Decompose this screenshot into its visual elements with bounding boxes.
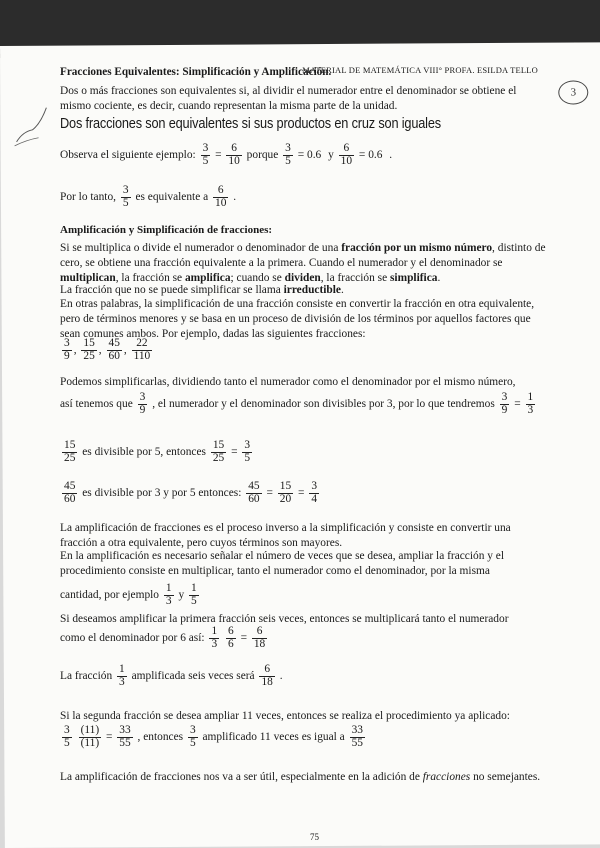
amplification-procedure-paragraph: En la amplificación es necesario señalar el número de veces que se desea, ampliar la fracción y el procedimiento consiste en multiplicar, tanto el numerador como el denominador, por la misma [60, 550, 505, 577]
example-fractions-line: cantidad, por ejemplo $\frac{1}{3}$ y $\frac{1}{5}$ [60, 582, 197, 607]
pen-mark [12, 102, 52, 152]
divisible-by-3-and-5-line: $\frac{45}{60}$ es divisible por 3 y por 5 entonces: $\frac{45}{60}$ = $\frac{15}{20}$ = $\frac{3}{4}$ [64, 480, 318, 505]
fraction: $\frac{3}{5}$ [64, 724, 70, 749]
fraction: $\frac{3}{4}$ [311, 480, 318, 505]
fraction: $\frac{15}{20}$ [279, 480, 292, 505]
fraction: $\frac{15}{25}$ [64, 439, 76, 464]
page-circle-mark: 3 [558, 80, 588, 104]
fraction: $\frac{45}{60}$ [64, 480, 76, 505]
paragraph-amplify-simplify: Si se multiplica o divide el numerador o denominador de una fracción por un mismo número, distinto de cero, se obtiene una fracción equivalente a la primera. Cuando el numerador y el denominador se multiplican, la fracción se amplifica; cuando se dividen, la fracción se simplifica. [60, 242, 546, 284]
fraction: $\frac{3}{9}$ [64, 337, 70, 362]
fraction: $\frac{15}{25}$ [212, 439, 225, 464]
fraction: $\frac{1}{5}$ [191, 582, 197, 607]
fraction: $\frac{3}{5}$ [285, 142, 291, 167]
fraction: $\frac{3}{9}$ [139, 391, 146, 416]
fraction: $\frac{1}{3}$ [119, 663, 125, 688]
closing-paragraph: La amplificación de fracciones nos va a ser útil, especialmente en la adición de fracciones no semejantes. [60, 771, 541, 783]
big-statement: Dos fracciones son equivalentes si sus productos en cruz son iguales [60, 116, 441, 132]
fraction: $\frac{22}{110}$ [133, 337, 151, 362]
example-lead: Observa el siguiente ejemplo: [60, 149, 196, 162]
section-title: Amplificación y Simplificación de fracciones: [60, 224, 273, 236]
simplification-paragraph: En otras palabras, la simplificación de una fracción consiste en convertir la fracción en otra equivalente, pero de términos menores y se basa en un proceso de división de los términos por aquellos factores que sean comunes ambos. Por ejemplo, dadas las siguientes fracciones: [60, 298, 535, 340]
fraction: $\frac{6}{10}$ [215, 184, 227, 209]
amplified-six-line: La fracción $\frac{1}{3}$ amplificada seis veces será $\frac{6}{18}$ . [60, 663, 283, 688]
fraction: $\frac{6}{6}$ [228, 625, 234, 650]
fraction-list: $\frac{3}{9}$ , $\frac{15}{25}$ , $\frac{45}{60}$ , $\frac{22}{110}$ [64, 337, 151, 362]
fraction: $\frac{33}{55}$ [119, 724, 131, 749]
irreducible-paragraph: La fracción que no se puede simplificar se llama irreductible. [60, 284, 344, 296]
conclusion-line: Por lo tanto, $\frac{3}{5}$ es equivalente a $\frac{6}{10}$ . [60, 184, 237, 209]
fraction: $\frac{6}{18}$ [261, 663, 273, 688]
fraction: $\frac{45}{60}$ [108, 337, 120, 362]
fraction: $\frac{3}{9}$ [501, 391, 508, 416]
fraction: $\frac{3}{5}$ [189, 724, 196, 749]
example-line: Observa el siguiente ejemplo: $\frac{3}{5}$ = $\frac{6}{10}$ porque $\frac{3}{5}$ = 0.6 y $\frac{6}{10}$ = 0.6 . [60, 142, 393, 167]
eleven-times-line: $\frac{3}{5}$ $\frac{(11)}{(11)}$ = $\frac{33}{55}$ , entonces $\frac{3}{5}$ amplificado 11 veces es igual a $\frac{33}{55}$ [64, 724, 363, 749]
fraction: $\frac{15}{25}$ [83, 337, 95, 362]
fraction: $\frac{3}{5}$ [244, 439, 251, 464]
page-number: 75 [310, 832, 319, 842]
fraction: $\frac{1}{3}$ [211, 625, 218, 650]
divisible-by-5-line: $\frac{15}{25}$ es divisible por 5, entonces $\frac{15}{25}$ = $\frac{3}{5}$ [64, 439, 251, 464]
fraction: $\frac{6}{10}$ [228, 142, 240, 167]
six-times-line: como el denominador por 6 así: $\frac{1}{3}$ $\frac{6}{6}$ = $\frac{6}{18}$ [60, 625, 266, 650]
document-header: MATERIAL DE MATEMÁTICA VIII° PROFA. ESILDA TELLO [302, 65, 538, 75]
fraction: $\frac{3}{5}$ [122, 184, 129, 209]
fraction: $\frac{1}{3}$ [165, 582, 172, 607]
intro-paragraph: Dos o más fracciones son equivalentes si, al dividir el numerador entre el denominador se obtiene el mismo cociente, es decir, cuando representan la misma parte de la unidad. [60, 85, 517, 112]
fraction: $\frac{45}{60}$ [248, 480, 260, 505]
eleven-times-paragraph: Si la segunda fracción se desea ampliar 11 veces, entonces se realiza el procedimiento ya aplicado: [60, 710, 510, 722]
divisible-by-3-line: así tenemos que $\frac{3}{9}$ , el numerador y el denominador son divisibles por 3, por lo que tendremos $\frac{3}{9}$ = $\frac{1}{3}$ [60, 391, 534, 416]
amplification-paragraph: La amplificación de fracciones es el proceso inverso a la simplificación y consiste en convertir una fracción a otra equivalente, pero cuyos términos son mayores. [60, 522, 511, 549]
fraction: $\frac{6}{10}$ [340, 142, 353, 167]
fraction: $\frac{3}{5}$ [202, 142, 209, 167]
fraction: $\frac{6}{18}$ [253, 625, 266, 650]
main-title: Fracciones Equivalentes: Simplificación y Amplificación. [60, 66, 332, 78]
fraction: $\frac{33}{55}$ [351, 724, 363, 749]
fraction: $\frac{1}{3}$ [527, 391, 534, 416]
divide-paragraph: Podemos simplificarlas, dividiendo tanto el numerador como el denominador por el mismo número, [60, 376, 516, 388]
six-times-paragraph: Si deseamos amplificar la primera fracción seis veces, entonces se multiplicará tanto el numerador [60, 613, 509, 625]
fraction: $\frac{(11)}{(11)}$ [80, 724, 100, 749]
